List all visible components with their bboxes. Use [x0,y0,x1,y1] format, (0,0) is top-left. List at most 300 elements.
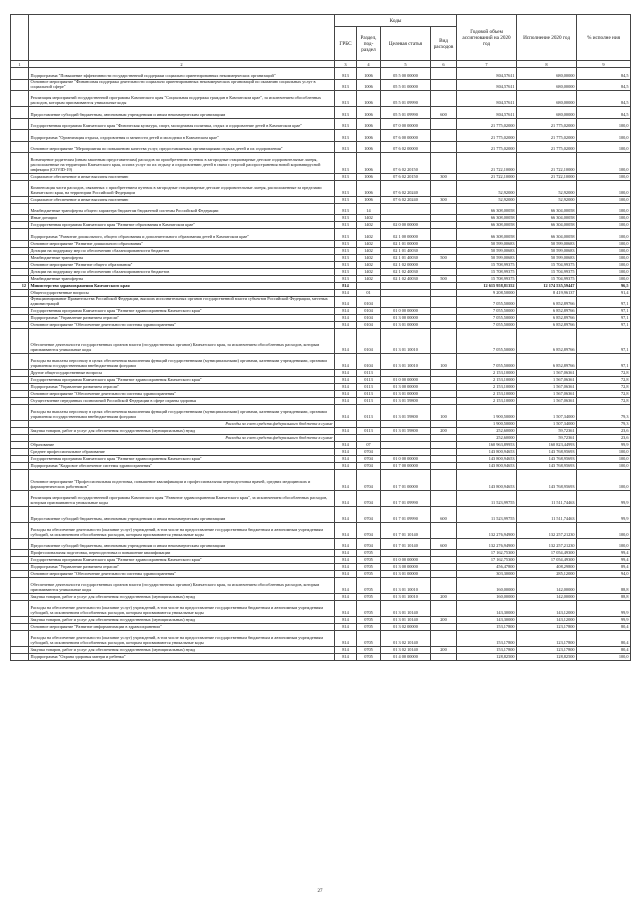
row-exptype [431,421,457,428]
row-number [11,153,29,174]
row-number [11,107,29,119]
row-section: 1402 [357,275,381,282]
row-grbs: 813 [335,79,357,91]
row-exec: 143 768,95693 [517,456,577,463]
row-grbs: 813 [335,268,357,275]
row-grbs: 814 [335,377,357,384]
row-exec: 21 722,10000 [517,173,577,180]
row-number [11,594,29,601]
row-name: Подпрограмма "Управление развитием отрасли" [29,384,335,391]
row-name: Расходы на обеспечение деятельности (оказание услуг) учреждений, в том числе на предоставление государственным бюджетным и автономным учреждениям субсидий, за исключением обособленных расходов, которым присваиваются уникальные коды [29,601,335,617]
row-pct: 72,8 [577,377,631,384]
row-number [11,391,29,398]
row-exptype [431,240,457,247]
row-section: 0113 [357,384,381,391]
row-grbs: 814 [335,405,357,421]
budget-table-sheet [10,14,630,661]
row-name: Функционирование Правительства Российской Федерации, высших исполнительных органов государственной власти субъектов Российской Федерации, местных администраций [29,296,335,308]
row-exptype [431,118,457,130]
row-section: 0113 [357,391,381,398]
row-exec: 12 174 535,59447 [517,282,577,289]
row-exec: 408,29800 [517,564,577,571]
budget-table [10,14,631,661]
row-target: 05 5 01 09990 [381,107,431,119]
row-pct: 97,1 [577,296,631,308]
table-row [11,308,631,315]
row-section: 0705 [357,594,381,601]
row-total: 7 055,50000 [457,322,517,329]
row-section: 0705 [357,557,381,564]
row-section: 0705 [357,631,381,647]
row-grbs: 814 [335,354,357,370]
table-row [11,130,631,142]
header-blank-num [11,15,29,61]
row-name: Социальное обеспечение и иные выплаты населению [29,196,335,203]
row-exptype [431,296,457,308]
row-total: 160 963,89953 [457,442,517,449]
row-total: 143 800,94653 [457,470,517,491]
row-exec: 21 775,02000 [517,130,577,142]
row-exec: 17 054,49300 [517,557,577,564]
row-pct: 100,0 [577,470,631,491]
row-pct: 100,0 [577,254,631,261]
row-total: 17 162,75300 [457,557,517,564]
colnum-9: 9 [577,61,631,68]
row-number [11,571,29,578]
row-exptype: 200 [431,594,457,601]
row-total: 21 722,10000 [457,173,517,180]
row-grbs: 814 [335,654,357,661]
row-exptype [431,449,457,456]
row-number [11,275,29,282]
row-exptype [431,571,457,578]
row-section: 0705 [357,578,381,594]
row-total: 153,17800 [457,624,517,631]
row-section: 1006 [357,130,381,142]
row-section: 01 [357,289,381,296]
row-exec: 6 852,89766 [517,308,577,315]
row-pct: 88,8 [577,594,631,601]
row-pct: 100,0 [577,203,631,215]
row-grbs: 814 [335,398,357,405]
row-name: Подпрограмма "Развитие дошкольного, общего образования и дополнительного образования детей в Камчатском крае" [29,229,335,241]
row-number [11,229,29,241]
row-total: 66 308,00058 [457,222,517,229]
row-target: 01 3 01 59800 [381,428,431,435]
row-section: 1006 [357,180,381,196]
row-exec: 285,12000 [517,571,577,578]
row-target: 02 1 02 40030 [381,268,431,275]
row-exec: 143 768,95693 [517,470,577,491]
row-name: Общегосударственные вопросы [29,289,335,296]
row-section: 1006 [357,79,381,91]
header-grbs: ГРБС [335,27,357,61]
row-total: 17 162,75300 [457,550,517,557]
row-target: 05 5 00 00000 [381,68,431,80]
row-section: 1006 [357,196,381,203]
row-section: 0113 [357,398,381,405]
table-row [11,463,631,470]
table-row [11,449,631,456]
row-exec: 160 823,44993 [517,442,577,449]
row-number [11,315,29,322]
row-total: 303,30000 [457,571,517,578]
row-number [11,578,29,594]
row-section: 0704 [357,522,381,538]
row-exec: 123,17800 [517,647,577,654]
row-grbs: 814 [335,329,357,354]
row-total: 66 308,00058 [457,215,517,222]
header-total: Годовой объем ассигнований на 2020 год [457,15,517,61]
row-exptype: 500 [431,254,457,261]
row-exec: 59,72361 [517,435,577,442]
row-target: 07 0 00 00000 [381,118,431,130]
row-exptype [431,322,457,329]
row-section: 1006 [357,91,381,107]
row-exptype [431,384,457,391]
row-exptype [431,564,457,571]
row-name: Государственная программа Камчатского края "Развитие здравоохранения Камчатского края" [29,557,335,564]
row-total: 7 055,50000 [457,354,517,370]
row-number [11,215,29,222]
row-grbs: 814 [335,315,357,322]
row-pct: 88,8 [577,578,631,594]
row-number [11,557,29,564]
row-exptype [431,329,457,354]
row-exptype: 100 [431,354,457,370]
row-total: 52,92000 [457,180,517,196]
row-exec: 21 722,10000 [517,153,577,174]
row-grbs: 813 [335,196,357,203]
row-target: 02 1 02 40030 [381,275,431,282]
row-total: 7 055,50000 [457,315,517,322]
row-total: 132 276,94900 [457,538,517,550]
row-total: 160,00000 [457,578,517,594]
table-row [11,315,631,322]
row-exptype [431,490,457,506]
row-exec: 17 054,49300 [517,550,577,557]
row-number [11,203,29,215]
row-exptype [431,68,457,80]
row-name: Закупка товаров, работ и услуг для обеспечения государственных (муниципальных) нужд [29,617,335,624]
row-total: 21 775,02000 [457,141,517,153]
table-row [11,79,631,91]
row-target: 05 5 01 00000 [381,79,431,91]
row-exec: 1 507,34000 [517,421,577,428]
row-number [11,240,29,247]
row-name: Основное мероприятие "Развитие информатизации в здравоохранении" [29,624,335,631]
row-total: 132 276,94900 [457,522,517,538]
row-total: 7 055,50000 [457,296,517,308]
header-pct: % исполне ния [577,15,631,61]
row-pct: 100,0 [577,522,631,538]
row-exec: 21 775,02000 [517,118,577,130]
row-section: 0113 [357,377,381,384]
row-number [11,435,29,442]
row-number [11,68,29,80]
row-section: 1402 [357,222,381,229]
row-pct: 100,0 [577,180,631,196]
row-grbs: 813 [335,240,357,247]
row-exptype [431,229,457,241]
row-exptype [431,470,457,491]
row-name: Другие общегосударственные вопросы [29,370,335,377]
row-total: 153,17800 [457,631,517,647]
header-exec: Исполнение 2020 год [517,15,577,61]
row-number [11,79,29,91]
row-exptype [431,550,457,557]
row-name: Закупка товаров, работ и услуг для обеспечения государственных (муниципальных) нужд [29,428,335,435]
row-pct: 100,0 [577,229,631,241]
row-name: Предоставление субсидий бюджетным, автономным учреждениям и иным некоммерческим организациям [29,538,335,550]
row-section [357,435,381,442]
row-exptype [431,631,457,647]
row-number [11,601,29,617]
row-name: Государственная программа Камчатского края "Физическая культура, спорт, молодежная политика, отдых и оздоровление детей в Камчатском крае" [29,118,335,130]
row-total: 15 708,99375 [457,268,517,275]
row-pct: 80,4 [577,631,631,647]
row-grbs: 814 [335,384,357,391]
row-target: 01 3 01 10140 [381,617,431,624]
row-section: 0704 [357,490,381,506]
row-target: 05 5 01 09990 [381,91,431,107]
row-number [11,421,29,428]
row-total: 7 055,50000 [457,329,517,354]
row-grbs: 813 [335,275,357,282]
row-total: 15 708,99375 [457,275,517,282]
row-target: 02 0 00 00000 [381,222,431,229]
row-name: Дотации на поддержку мер по обеспечению сбалансированности бюджетов [29,268,335,275]
row-total: 153,17800 [457,647,517,654]
table-row [11,275,631,282]
row-section: 0704 [357,506,381,522]
row-section: 1006 [357,141,381,153]
row-number [11,506,29,522]
row-grbs: 814 [335,647,357,654]
table-row [11,289,631,296]
table-row [11,173,631,180]
table-row [11,538,631,550]
colnum-4: 4 [357,61,381,68]
row-pct: 97,1 [577,354,631,370]
row-pct: 100,0 [577,222,631,229]
row-grbs: 814 [335,578,357,594]
header-section: Раздел, под-раздел [357,27,381,61]
row-name: Основное мероприятие "Профессиональная подготовка, повышение квалификации и профессиональная переподготовка врачей, средних медицинских и фармацевтических работников" [29,470,335,491]
row-target: 01 7 01 00000 [381,470,431,491]
table-row [11,617,631,624]
row-exec: 128,82500 [517,654,577,661]
row-grbs: 814 [335,538,357,550]
header-blank-name [29,15,335,61]
table-row [11,456,631,463]
row-target: 01 3 02 00000 [381,624,431,631]
row-section [357,421,381,428]
row-grbs: 814 [335,470,357,491]
row-pct: 97,1 [577,322,631,329]
row-grbs: 814 [335,522,357,538]
row-exptype [431,222,457,229]
row-number [11,322,29,329]
row-total: 66 308,00058 [457,203,517,215]
table-header [11,15,631,61]
row-pct: 99,9 [577,601,631,617]
row-target: 01 7 01 10140 [381,522,431,538]
table-row [11,391,631,398]
row-name: Основное мероприятие "Мероприятия по повышению качества услуг, предоставляемых организациями отдыха детей и их оздоровления" [29,141,335,153]
row-section: 1402 [357,229,381,241]
row-section: 1402 [357,261,381,268]
row-pct: 100,0 [577,449,631,456]
row-exptype [431,398,457,405]
row-name: Иные дотации [29,215,335,222]
row-total: 12 615 958,81352 [457,282,517,289]
row-total: 804,57611 [457,91,517,107]
row-name: Основное мероприятие "Финансовая поддержка деятельности социально ориентированных некоммерческих организаций по оказанию социальных услуг в социальной сфере" [29,79,335,91]
row-grbs: 813 [335,203,357,215]
row-number [11,370,29,377]
row-pct: 72,8 [577,391,631,398]
row-total: 15 708,99375 [457,261,517,268]
row-exec: 66 304,00058 [517,203,577,215]
row-target [381,370,431,377]
row-pct: 99,9 [577,506,631,522]
row-pct: 99,4 [577,557,631,564]
row-target [381,215,431,222]
row-total: 11 523,99755 [457,490,517,506]
row-total: 143 800,94653 [457,449,517,456]
row-total: 804,57611 [457,79,517,91]
table-row [11,370,631,377]
row-target: 01 0 00 00000 [381,377,431,384]
row-pct: 100,0 [577,463,631,470]
row-exec: 21 775,02000 [517,141,577,153]
row-number [11,118,29,130]
colnum-7: 7 [457,61,517,68]
row-exec: 52,92000 [517,196,577,203]
colnum-2: 2 [29,61,335,68]
row-grbs [335,421,357,428]
row-grbs: 813 [335,91,357,107]
row-total: 2 153,10000 [457,391,517,398]
table-row [11,215,631,222]
table-row [11,571,631,578]
row-exec: 142,00000 [517,578,577,594]
row-section: 1402 [357,240,381,247]
table-row [11,141,631,153]
row-number [11,463,29,470]
row-target: 01 3 00 00000 [381,564,431,571]
row-exptype [431,463,457,470]
row-exptype [431,391,457,398]
table-body [11,68,631,661]
row-exptype: 200 [431,617,457,624]
table-row [11,594,631,601]
row-section: 1402 [357,247,381,254]
row-pct: 100,0 [577,196,631,203]
row-grbs: 813 [335,68,357,80]
row-exec: 15 704,99375 [517,275,577,282]
row-number [11,173,29,180]
row-exec: 11 511,74463 [517,490,577,506]
row-exptype [431,91,457,107]
row-name: Дотации на поддержку мер по обеспечению сбалансированности бюджетов [29,247,335,254]
row-exptype: 200 [431,428,457,435]
row-grbs: 814 [335,564,357,571]
row-number [11,222,29,229]
row-pct: 100,0 [577,538,631,550]
row-grbs: 813 [335,180,357,196]
row-target: 02 1 01 40030 [381,247,431,254]
table-row [11,631,631,647]
row-name: Расходы на обеспечение деятельности (оказание услуг) учреждений, в том числе на предоставление государственным бюджетным и автономным учреждениям субсидий, за исключением обособленных расходов, которым присваиваются уникальные коды [29,631,335,647]
row-name: Закупка товаров, работ и услуг для обеспечения государственных (муниципальных) нужд [29,647,335,654]
row-section: 07 [357,442,381,449]
row-number [11,428,29,435]
row-target: 07 6 02 00000 [381,141,431,153]
table-row [11,68,631,80]
row-exec: 680,00000 [517,79,577,91]
row-pct: 96,5 [577,282,631,289]
row-pct: 79,3 [577,421,631,428]
row-pct: 91,4 [577,289,631,296]
row-exptype [431,456,457,463]
row-target: 01 7 01 09990 [381,490,431,506]
row-target: 07 6 00 00000 [381,130,431,142]
row-grbs: 814 [335,490,357,506]
table-row [11,405,631,421]
row-total: 1 900,50000 [457,405,517,421]
row-section: 1006 [357,107,381,119]
row-target [381,421,431,428]
row-exec: 6 852,89766 [517,315,577,322]
row-exptype [431,261,457,268]
row-target: 02 1 02 00000 [381,261,431,268]
row-total: 7 055,50000 [457,308,517,315]
row-target: 07 6 02 20150 [381,173,431,180]
table-row [11,398,631,405]
row-grbs: 814 [335,282,357,289]
row-pct: 97,1 [577,308,631,315]
row-grbs: 813 [335,118,357,130]
table-row [11,354,631,370]
table-row [11,490,631,506]
row-exec: 66 304,00058 [517,222,577,229]
row-total: 9 208,50000 [457,289,517,296]
row-grbs: 813 [335,215,357,222]
row-exec: 1 567,06361 [517,391,577,398]
row-grbs: 814 [335,571,357,578]
table-row [11,107,631,119]
row-number [11,470,29,491]
row-exec: 15 704,99375 [517,261,577,268]
row-exec: 132 257,21230 [517,522,577,538]
row-target: 07 6 02 20150 [381,153,431,174]
row-name: Реализация мероприятий государственной программы Камчатского края "Развитие здравоохранения Камчатского края", за исключением обособленных расходов, которым присваиваются уникальные коды [29,490,335,506]
row-name: Подпрограмма "Повышение эффективности государственной поддержки социально ориентированных некоммерческих организаций" [29,68,335,80]
row-exec: 52,92000 [517,180,577,196]
row-name: Профессиональная подготовка, переподготовка и повышение квалификации [29,550,335,557]
row-exec: 1 567,06361 [517,377,577,384]
row-total: 456,47800 [457,564,517,571]
row-target: 01 3 02 10140 [381,647,431,654]
row-exptype [431,435,457,442]
row-number [11,522,29,538]
row-grbs: 814 [335,463,357,470]
row-pct: 99,9 [577,442,631,449]
row-section: 0104 [357,329,381,354]
row-section: 0704 [357,470,381,491]
